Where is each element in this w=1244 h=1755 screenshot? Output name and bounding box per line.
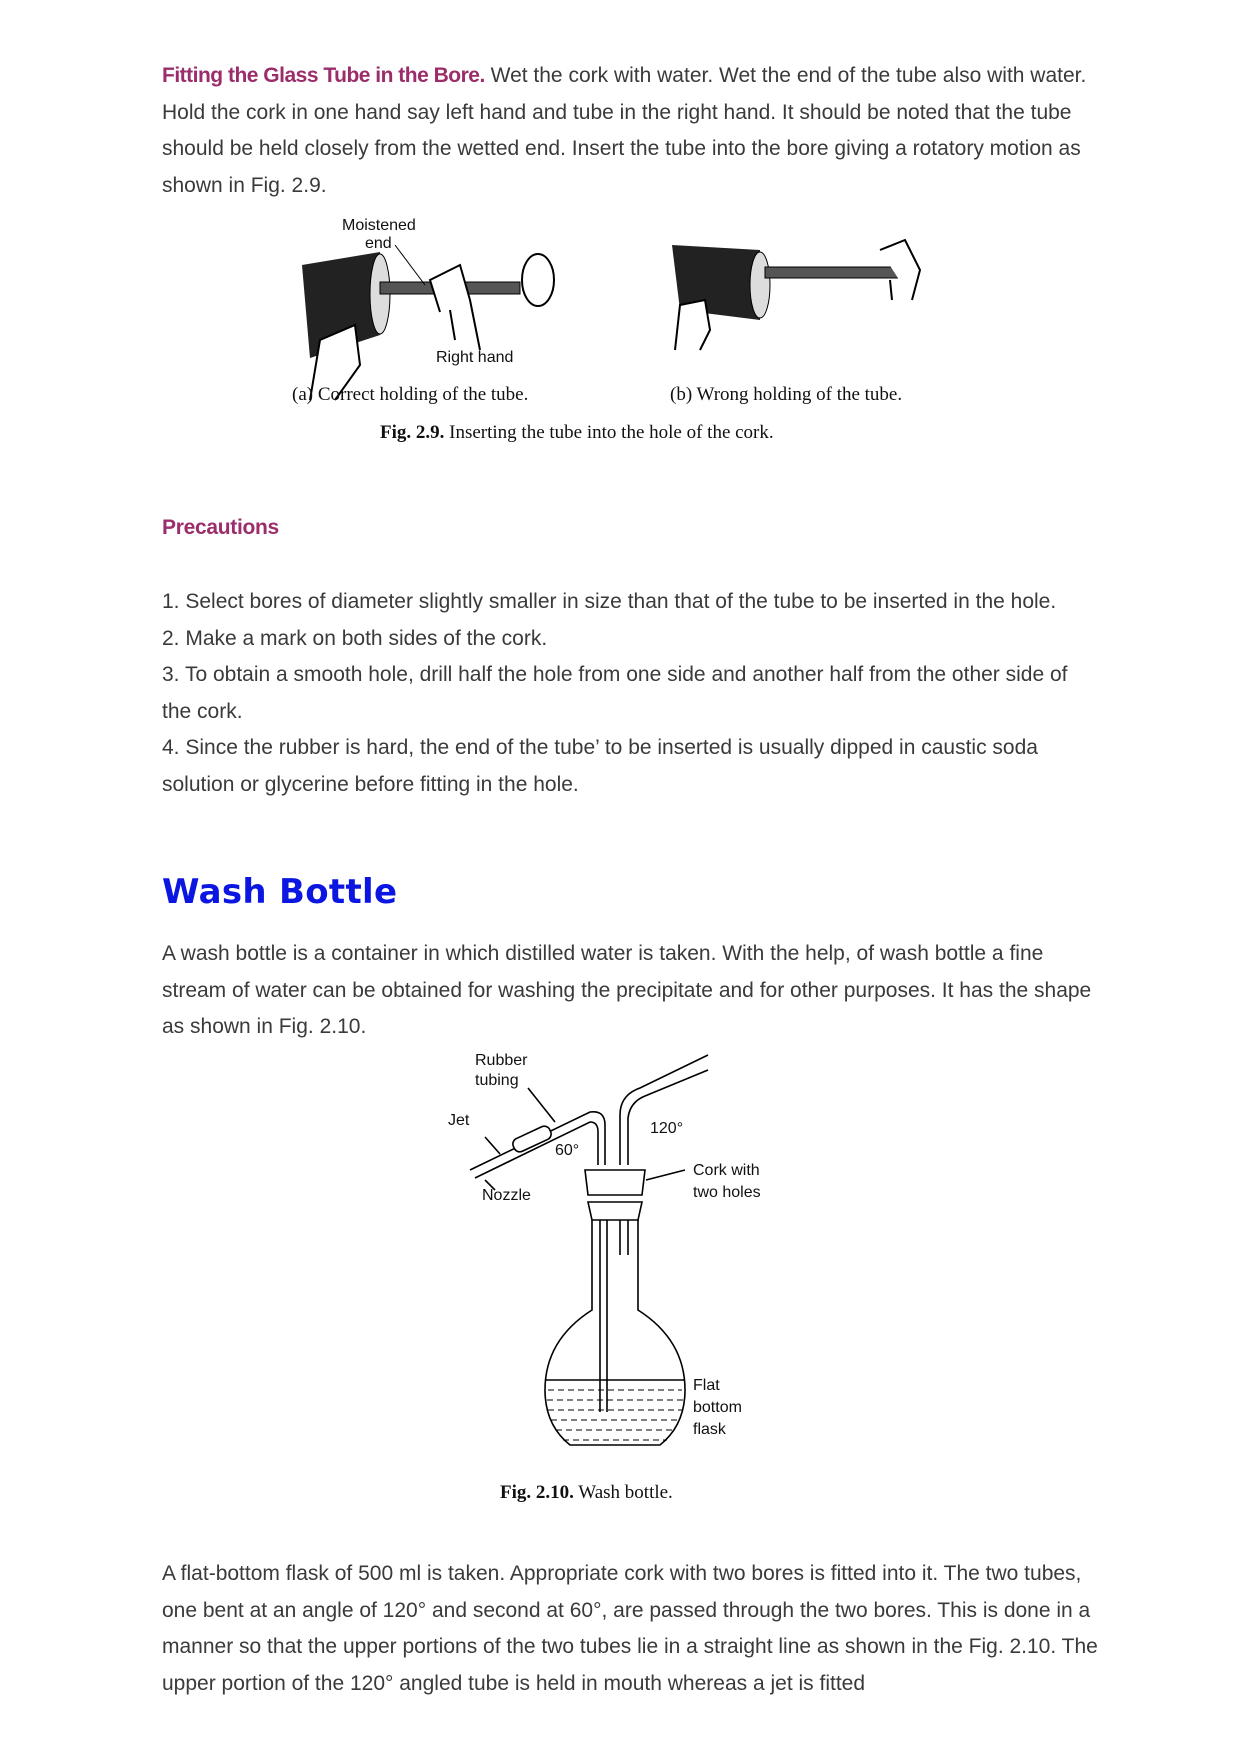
figure-2-10-caption xyxy=(500,1482,673,1503)
label-rubber: Rubber xyxy=(475,1052,528,1069)
correct-holding-illustration xyxy=(302,245,554,400)
label-nozzle: Nozzle xyxy=(482,1187,531,1204)
caption-text: Wash bottle. xyxy=(573,1482,673,1503)
precaution-item: 3. To obtain a smooth hole, drill half the hole from one side and another half from the other side of the cork. xyxy=(162,663,1068,723)
precaution-item: 2. Make a mark on both sides of the cork. xyxy=(162,626,548,650)
label-moistened: Moistened xyxy=(342,217,416,234)
subcaption-b: (b) Wrong holding of the tube. xyxy=(670,384,903,405)
label-60-degree: 60° xyxy=(555,1142,580,1159)
label-end: end xyxy=(365,235,392,252)
wash-bottle-heading: Wash Bottle xyxy=(162,872,398,912)
caption-label: Fig. 2.9. xyxy=(380,422,445,443)
figure-2-10 xyxy=(420,1040,840,1520)
wash-bottle-illustration xyxy=(470,1055,708,1445)
label-flask: flask xyxy=(693,1421,726,1438)
precautions-heading: Precautions xyxy=(162,516,279,539)
wash-bottle-body: A flat-bottom flask of 500 ml is taken. Appropriate cork with two bores is fitted into it. The two tubes, one bent at an angle of 120° and second at 60°, are passed through the two bores. This is done in a manner so that the upper portions of the two tubes lie in a straight line as shown in the Fig. 2.10. The upper portion of the 120° angled tube is held in mouth whereas a jet is fitted xyxy=(162,1562,1098,1695)
label-cork-1: Cork with xyxy=(693,1162,760,1179)
label-cork-2: two holes xyxy=(693,1184,761,1201)
wrong-holding-illustration xyxy=(672,240,920,350)
label-flat: Flat xyxy=(693,1377,720,1394)
caption-text: Inserting the tube into the hole of the cork. xyxy=(444,422,774,443)
precaution-item: 4. Since the rubber is hard, the end of the tube’ to be inserted is usually dipped in caustic soda solution or glycerine before fitting in the hole. xyxy=(162,736,1038,796)
precautions-list xyxy=(162,584,1102,803)
label-bottom: bottom xyxy=(693,1399,742,1416)
fitting-text: Wet the cork with water. Wet the end of the tube also with water. Hold the cork in one hand say left hand and tube in the right hand. It should be noted that the tube should be held closely from the wetted end. Insert the tube into the bore giving a rotatory motion as shown in Fig. 2.9. xyxy=(162,64,1087,197)
label-120-degree: 120° xyxy=(650,1120,684,1137)
label-jet: Jet xyxy=(448,1112,470,1129)
label-tubing: tubing xyxy=(475,1072,519,1089)
figure-2-9 xyxy=(280,200,980,460)
fitting-paragraph xyxy=(162,58,1102,204)
wash-bottle-intro: A wash bottle is a container in which distilled water is taken. With the help, of wash bottle a fine stream of water can be obtained for washing the precipitate and for other purposes. It has the shape as shown in Fig. 2.10. xyxy=(162,942,1092,1038)
caption-label: Fig. 2.10. xyxy=(500,1482,574,1503)
label-right-hand: Right hand xyxy=(436,349,514,366)
figure-2-9-caption xyxy=(380,422,774,443)
fitting-lead: Fitting the Glass Tube in the Bore. xyxy=(162,64,485,87)
precaution-item: 1. Select bores of diameter slightly smaller in size than that of the tube to be inserted in the hole. xyxy=(162,590,1057,613)
subcaption-a: (a) Correct holding of the tube. xyxy=(292,384,529,405)
